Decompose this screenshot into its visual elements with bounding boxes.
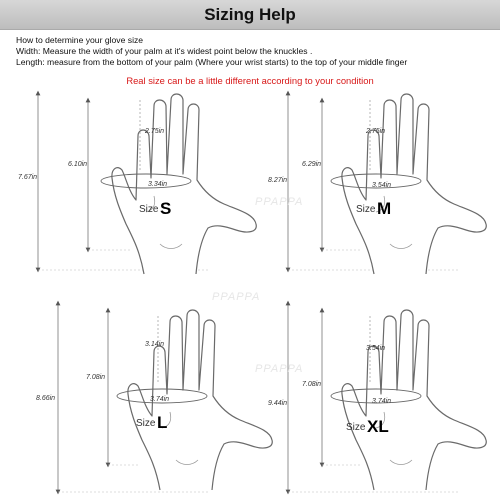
palm-length-label: 7.08in <box>86 374 106 381</box>
notice-text: Real size can be a little different according to your condition <box>126 75 374 86</box>
size-letter: XL <box>367 417 389 436</box>
size-word: Size <box>139 204 159 215</box>
size-panel-l <box>36 303 272 492</box>
size-panel-xl <box>268 303 486 492</box>
watermark: PPAPPA <box>255 196 304 208</box>
finger-length-label: 3.54in <box>366 345 386 352</box>
size-panel-s <box>18 93 256 274</box>
intro-heading: How to determine your glove size <box>16 35 144 45</box>
size-word: Size <box>136 418 156 429</box>
watermark: PPAPPA <box>255 363 304 375</box>
palm-length-label: 6.29in <box>302 161 322 168</box>
watermark: PPAPPA <box>212 291 261 303</box>
size-panel-m <box>268 93 486 274</box>
size-word: Size <box>356 204 376 215</box>
palm-width-label: 3.74in <box>150 396 170 403</box>
length-instruction: Length: measure from the bottom of your palm (Where your wrist starts) to the top of your middle finger <box>16 57 408 67</box>
page-title: Sizing Help <box>204 5 296 24</box>
palm-length-label: 6.10in <box>68 161 88 168</box>
total-length-label: 9.44in <box>268 400 288 407</box>
palm-width-label: 3.74in <box>372 398 392 405</box>
finger-length-label: 2.75in <box>145 128 165 135</box>
finger-length-label: 3.14in <box>145 341 165 348</box>
width-instruction: Width: Measure the width of your palm at it's widest point below the knuckles . <box>16 46 313 56</box>
total-length-label: 7.67in <box>18 174 38 181</box>
palm-width-label: 3.54in <box>372 182 392 189</box>
size-letter: S <box>160 199 172 218</box>
finger-length-label: 2.75in <box>366 128 386 135</box>
palm-width-label: 3.34in <box>148 181 168 188</box>
size-letter: M <box>377 199 392 218</box>
total-length-label: 8.27in <box>268 177 288 184</box>
size-letter: L <box>157 413 168 432</box>
palm-length-label: 7.08in <box>302 381 322 388</box>
total-length-label: 8.66in <box>36 395 56 402</box>
size-word: Size <box>346 422 366 433</box>
